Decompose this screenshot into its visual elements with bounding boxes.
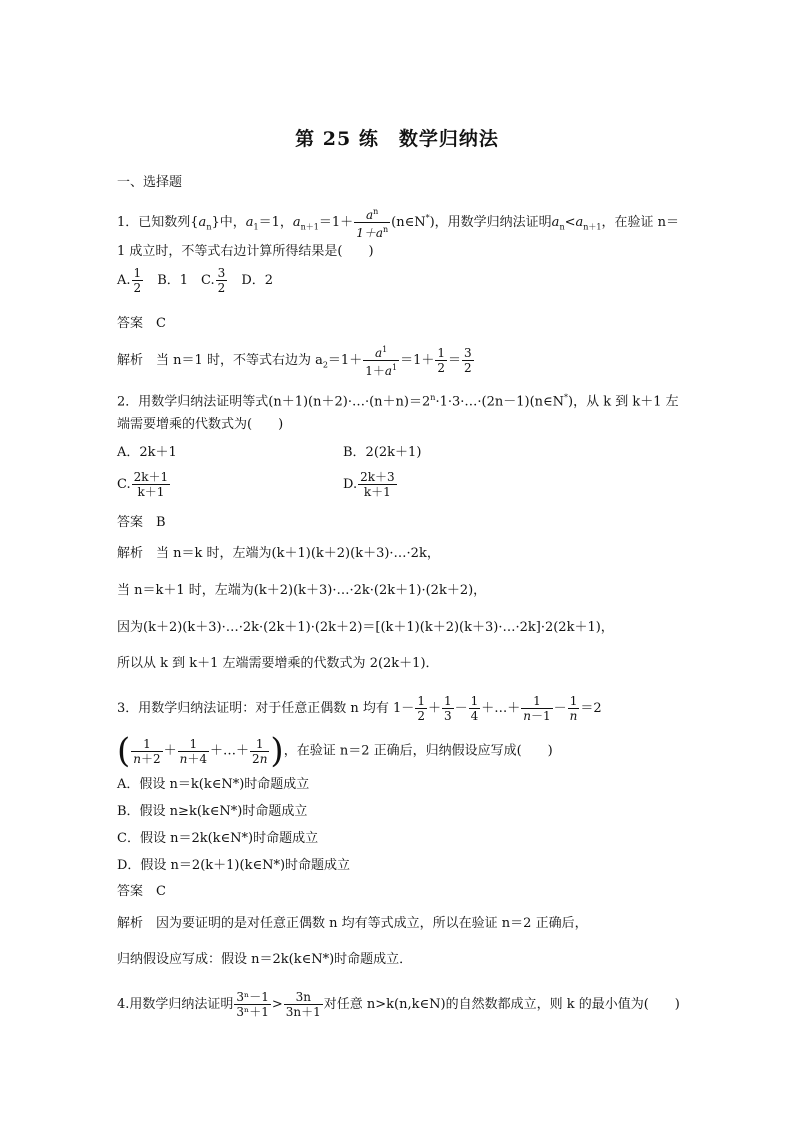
question-2-solution-2: 当 n＝k＋1 时，左端为(k＋2)(k＋3)·…·2k·(2k＋1)·(2k＋2)， (117, 583, 487, 598)
question-2-solution-1: 解析 当 n＝k 时，左端为(k＋1)(k＋2)(k＋3)·…·2k， (117, 546, 440, 561)
section-heading: 一、选择题 (117, 175, 183, 190)
question-3-answer: 答案 C (117, 884, 166, 899)
question-3-line-2: ( $\frac{1}{n+2}$ ＋ $\frac{1}{n+4}$ ＋…＋ $\frac{1}{2n}$ )，在验证 n＝2 正确后，归纳假设应写成( ) (117, 731, 553, 771)
question-4-line-1: 4.用数学归纳法证明 $\frac{\text{3ⁿ－1}}{\text{3ⁿ＋1}}$ > $\frac{3n}{3n+1}$ 对任意 n>k(n,k∈N)的自然数都成立，则 k 的最小值为( ) (117, 990, 680, 1019)
question-3-option-b: B．假设 n≥k(k∈N*)时命题成立 (117, 804, 308, 819)
question-2-line-2: 端需要增乘的代数式为( ) (117, 417, 284, 432)
question-1-solution: 解析 当 n＝1 时，不等式右边为 $a_2=1+$ $\frac{a^1}{1+a^1}$ ＝1＋ $\frac{1}{2}$ ＝ $\frac{3}{2}$ (117, 345, 472, 378)
question-2-solution-4: 所以从 k 到 k＋1 左端需要增乘的代数式为 2(2k＋1)． (117, 656, 439, 671)
question-1-line-2: 1 成立时，不等式右边计算所得结果是( ) (117, 244, 374, 259)
question-3-solution-2: 归纳假设应写成：假设 n＝2k(k∈N*)时命题成立． (117, 952, 413, 967)
question-2-option-a: A．2k＋1 (117, 445, 177, 460)
q1-fraction: $\frac{a^n}{1+a^n}$ (356, 207, 389, 240)
question-2-solution-3: 因为(k＋2)(k＋3)·…·2k·(2k＋1)·(2k＋2)＝[(k＋1)(k＋2)(k＋3)·…·2k]·2(2k＋1)， (117, 620, 614, 635)
page-title: 第 25 练 数学归纳法 (295, 128, 499, 150)
question-2-option-c: C. $\frac{2k+1}{k+1}$ (117, 470, 169, 499)
question-2-option-d: D. $\frac{2k+3}{k+1}$ (343, 470, 395, 499)
question-2-option-b: B．2(2k＋1) (343, 445, 422, 460)
question-1-answer: 答案 C (117, 316, 166, 331)
question-2-line-1: 2．用数学归纳法证明等式$(n+1)(n+2)\cdot\dots\cdot(n+n)=2^n\cdot 1\cdot 3\cdot\dots\cdot(2n-1)(n\in N^*)$，从 k 到 k＋1 左 (117, 393, 679, 410)
question-3-option-d: D．假设 n＝2(k＋1)(k∈N*)时命题成立 (117, 858, 351, 873)
question-3-solution-1: 解析 因为要证明的是对任意正偶数 n 均有等式成立，所以在验证 n＝2 正确后， (117, 916, 588, 931)
question-3-option-a: A．假设 n＝k(k∈N*)时命题成立 (117, 777, 310, 792)
question-2-answer: 答案 B (117, 515, 166, 530)
question-1-line-1: 1．已知数列$\{a_n\}$中，$a_1=1$，$a_{n+1}=1+$ $\frac{a^n}{1+a^n}$ (n∈N*)，用数学归纳法证明$a_n<a_{n+1}$，在验证 n＝ (117, 207, 680, 240)
question-1-options: A. $\frac{1}{2}$ B．1 C. $\frac{3}{2}$ D．2 (117, 266, 274, 295)
question-3-line-1: 3．用数学归纳法证明：对于任意正偶数 n 均有 1－ $\frac{1}{2}$ ＋ $\frac{1}{3}$ － $\frac{1}{4}$ ＋…＋ $\frac{1}{n-1}$ － $\frac{1}{n}$ ＝2 (117, 694, 602, 723)
question-3-option-c: C．假设 n＝2k(k∈N*)时命题成立 (117, 831, 319, 846)
